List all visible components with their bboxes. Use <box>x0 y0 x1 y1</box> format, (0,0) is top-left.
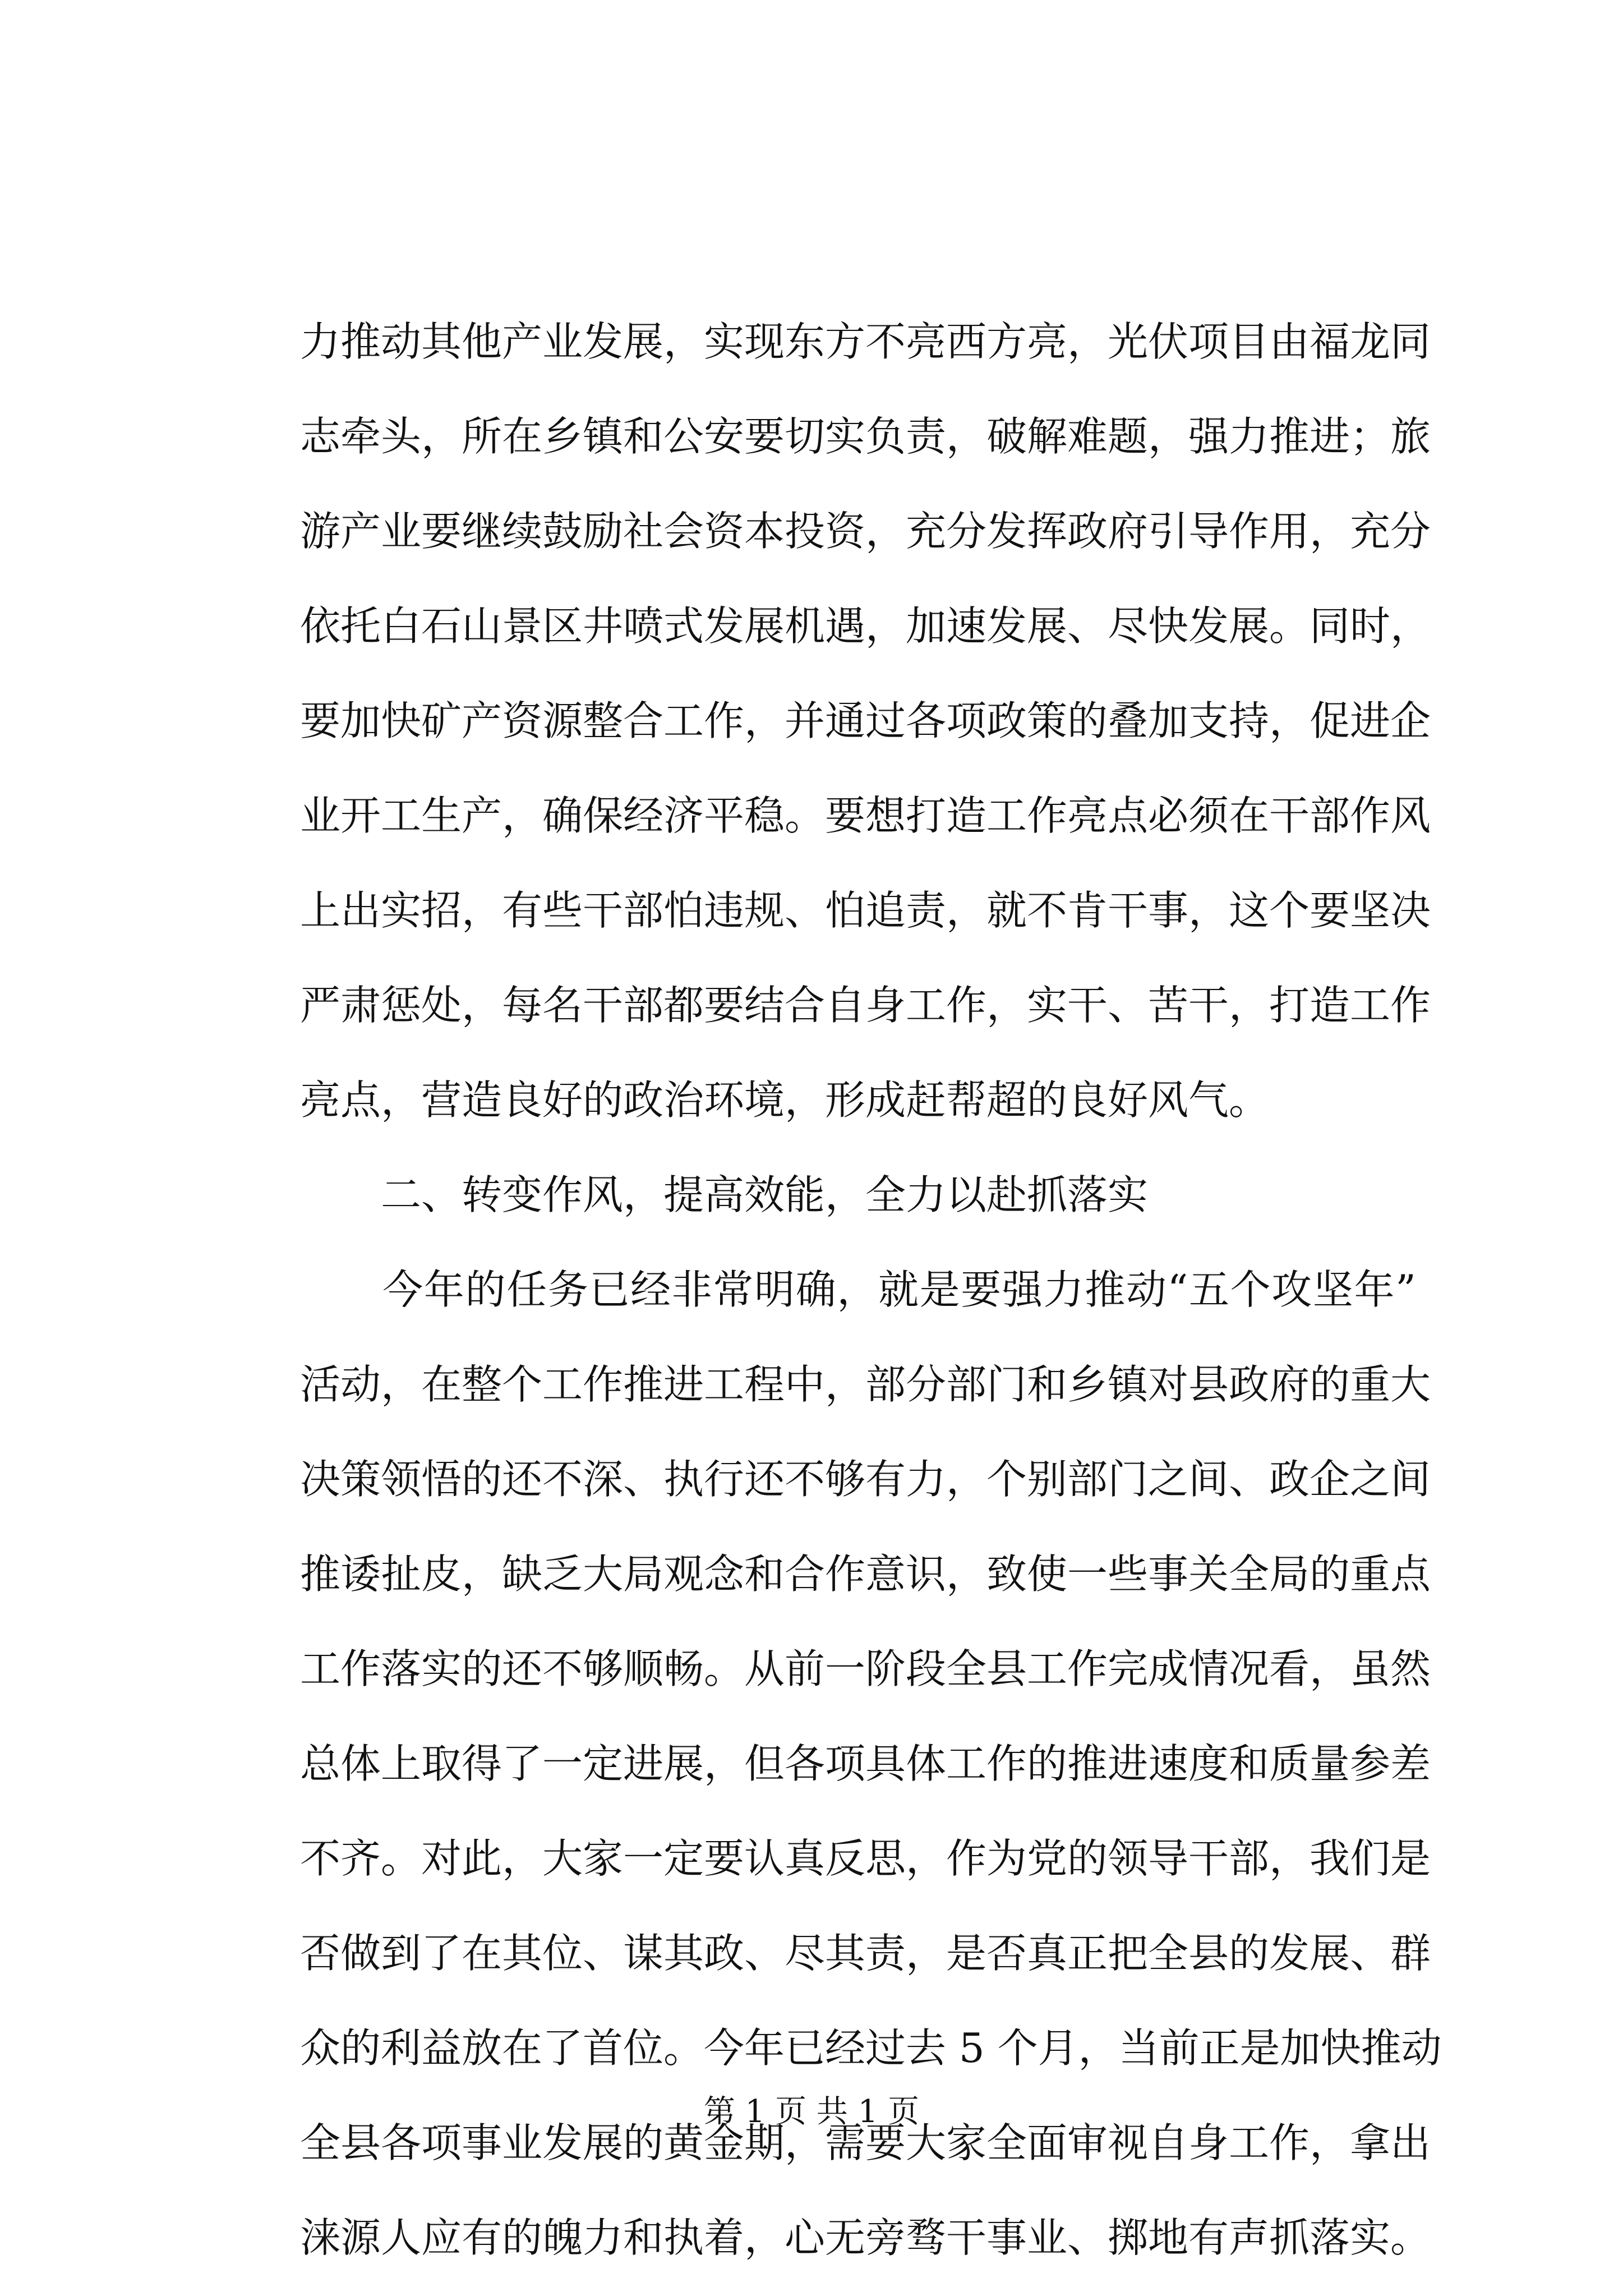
section-heading: 二、转变作风，提高效能，全力以赴抓落实 <box>300 1171 1149 1218</box>
text-line: 决策领悟的还不深、执行还不够有力，个别部门之间、政企之间 <box>300 1456 1431 1503</box>
page-number-footer: 第 1 页 共 1 页 <box>703 2093 920 2130</box>
text-line: 推诿扯皮，缺乏大局观念和合作意识，致使一些事关全局的重点 <box>300 1550 1431 1598</box>
text-line: 依托白石山景区井喷式发展机遇，加速发展、尽快发展。同时， <box>300 602 1431 650</box>
text-line: 力推动其他产业发展，实现东方不亮西方亮，光伏项目由福龙同 <box>300 318 1431 365</box>
text-line: 不齐。对此，大家一定要认真反思，作为党的领导干部，我们是 <box>300 1835 1431 1882</box>
text-line: 活动，在整个工作推进工程中，部分部门和乡镇对县政府的重大 <box>300 1361 1431 1408</box>
text-line: 亮点，营造良好的政治环境，形成赶帮超的良好风气。 <box>300 1076 1270 1124</box>
text-line: 否做到了在其位、谋其政、尽其责，是否真正把全县的发展、群 <box>300 1930 1431 1977</box>
text-line: 游产业要继续鼓励社会资本投资，充分发挥政府引导作用，充分 <box>300 508 1431 555</box>
text-line: 上出实招，有些干部怕违规、怕追责，就不肯干事，这个要坚决 <box>300 887 1431 934</box>
text-line: 今年的任务已经非常明确，就是要强力推动“五个攻坚年” <box>300 1266 1416 1313</box>
text-line: 全县各项事业发展的黄金期，需要大家全面审视自身工作，拿出 <box>300 2119 1431 2166</box>
text-line: 总体上取得了一定进展，但各项具体工作的推进速度和质量参差 <box>300 1740 1431 1787</box>
text-line: 严肃惩处，每名干部都要结合自身工作，实干、苦干，打造工作 <box>300 982 1431 1029</box>
text-line: 业开工生产，确保经济平稳。要想打造工作亮点必须在干部作风 <box>300 792 1431 839</box>
text-line: 众的利益放在了首位。今年已经过去 5 个月，当前正是加快推动 <box>300 2024 1442 2072</box>
text-line: 涞源人应有的魄力和执着，心无旁骛干事业、掷地有声抓落实。 <box>300 2214 1431 2261</box>
document-body <box>300 295 1442 2285</box>
text-line: 工作落实的还不够顺畅。从前一阶段全县工作完成情况看，虽然 <box>300 1645 1431 1692</box>
text-line: 志牵头，所在乡镇和公安要切实负责，破解难题，强力推进；旅 <box>300 413 1431 460</box>
text-line: 要加快矿产资源整合工作，并通过各项政策的叠加支持，促进企 <box>300 697 1431 744</box>
